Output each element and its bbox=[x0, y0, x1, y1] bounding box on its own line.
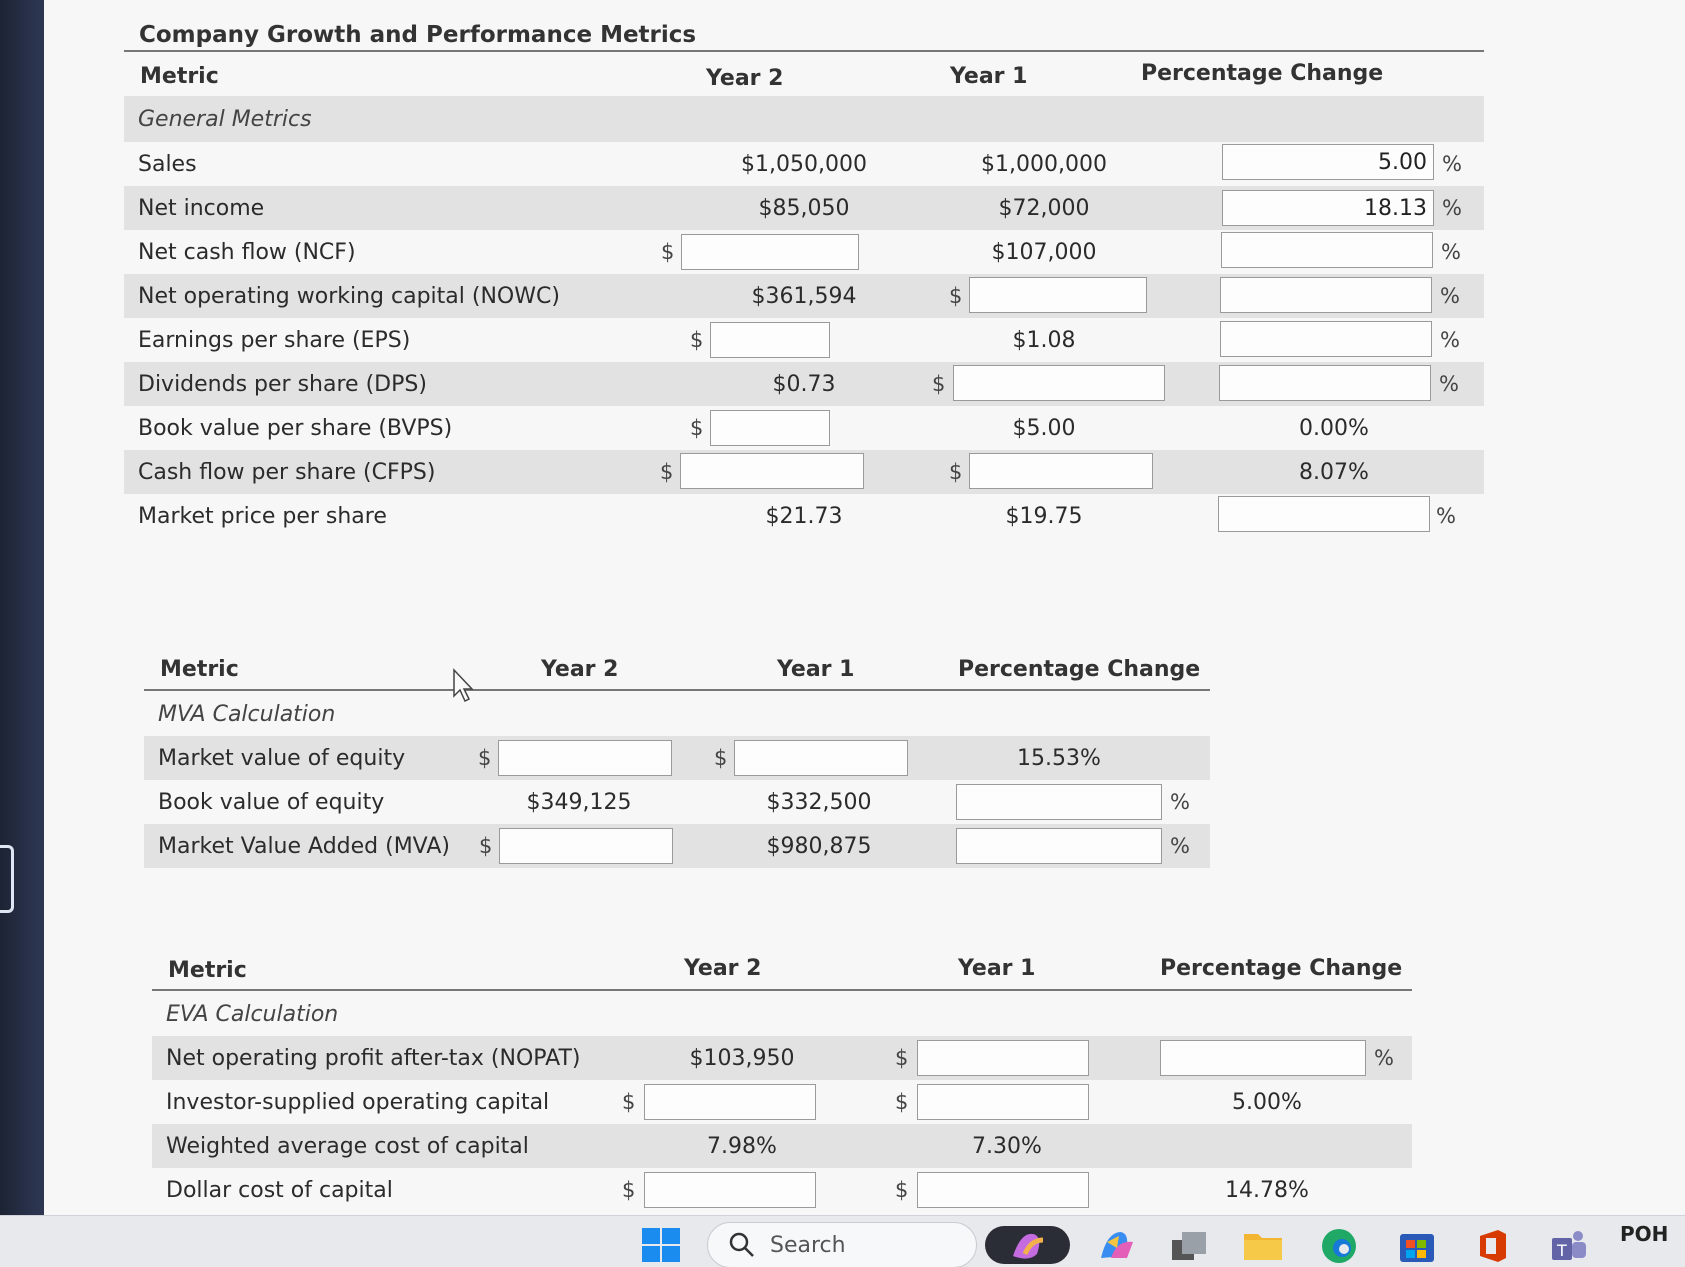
percent-sign: % bbox=[1441, 240, 1461, 264]
row-label: Book value per share (BVPS) bbox=[138, 415, 453, 441]
t1-section-row bbox=[124, 96, 1484, 142]
year1-value: $1.08 bbox=[1012, 327, 1076, 353]
table-row bbox=[152, 1168, 1412, 1212]
dollar-sign: $ bbox=[714, 746, 728, 770]
t2-header-metric: Metric bbox=[160, 657, 239, 682]
dollar-sign: $ bbox=[622, 1090, 636, 1114]
dollar-sign: $ bbox=[690, 416, 704, 440]
row-label: Market value of equity bbox=[158, 745, 406, 771]
poh-app-icon[interactable]: POH bbox=[1620, 1222, 1669, 1246]
windows-start-icon[interactable] bbox=[640, 1226, 682, 1264]
year2-value: $103,950 bbox=[689, 1045, 795, 1071]
t1-section-label: General Metrics bbox=[138, 106, 312, 132]
year2-input[interactable] bbox=[644, 1084, 816, 1120]
pct-change-value: 8.07% bbox=[1299, 459, 1369, 485]
year2-value: $361,594 bbox=[751, 283, 857, 309]
pct-change-input[interactable] bbox=[956, 828, 1162, 864]
year2-input[interactable] bbox=[681, 234, 859, 270]
year2-value: $85,050 bbox=[758, 195, 850, 221]
table-row bbox=[124, 406, 1484, 450]
row-label: Book value of equity bbox=[158, 789, 385, 815]
year2-input[interactable] bbox=[499, 828, 673, 864]
pct-change-value: 14.78% bbox=[1225, 1177, 1309, 1203]
year1-input[interactable] bbox=[969, 453, 1153, 489]
row-label: Net income bbox=[138, 195, 265, 221]
dollar-sign: $ bbox=[895, 1178, 909, 1202]
t1-header-metric: Metric bbox=[140, 64, 219, 89]
title-rule bbox=[124, 50, 1484, 52]
pct-change-input[interactable] bbox=[956, 784, 1162, 820]
taskbar bbox=[0, 1215, 1685, 1267]
office-icon[interactable] bbox=[1472, 1226, 1514, 1264]
row-label: Investor-supplied operating capital bbox=[166, 1089, 550, 1115]
mouse-cursor-icon bbox=[452, 668, 476, 704]
year1-value: $1,000,000 bbox=[981, 151, 1107, 177]
year1-input[interactable] bbox=[917, 1040, 1089, 1076]
t2-header-rule bbox=[144, 689, 1210, 691]
year2-value: $0.73 bbox=[772, 371, 836, 397]
pct-change-value: 5.00% bbox=[1232, 1089, 1302, 1115]
dollar-sign: $ bbox=[949, 460, 963, 484]
table-row bbox=[144, 824, 1210, 868]
dollar-sign: $ bbox=[895, 1046, 909, 1070]
table-row bbox=[124, 186, 1484, 230]
percent-sign: % bbox=[1170, 790, 1190, 814]
dollar-sign: $ bbox=[949, 284, 963, 308]
table-row bbox=[124, 230, 1484, 274]
t2-header-year1: Year 1 bbox=[777, 657, 855, 682]
year1-value: $72,000 bbox=[998, 195, 1090, 221]
dollar-sign: $ bbox=[895, 1090, 909, 1114]
percent-sign: % bbox=[1439, 372, 1459, 396]
pct-change-input[interactable] bbox=[1160, 1040, 1366, 1076]
table-row bbox=[144, 736, 1210, 780]
dollar-sign: $ bbox=[690, 328, 704, 352]
percent-sign: % bbox=[1436, 504, 1456, 528]
screen-bezel bbox=[0, 0, 44, 1267]
table-row bbox=[124, 450, 1484, 494]
year1-input[interactable] bbox=[969, 277, 1147, 313]
year1-value: $19.75 bbox=[1005, 503, 1083, 529]
t2-header-year2: Year 2 bbox=[541, 657, 619, 682]
year1-value: $332,500 bbox=[766, 789, 872, 815]
year2-input[interactable] bbox=[644, 1172, 816, 1208]
percent-sign: % bbox=[1442, 152, 1462, 176]
year1-value: $5.00 bbox=[1012, 415, 1076, 441]
t1-header-year1: Year 1 bbox=[950, 64, 1028, 89]
table-row bbox=[124, 362, 1484, 406]
year1-input[interactable] bbox=[917, 1172, 1089, 1208]
percent-sign: % bbox=[1374, 1046, 1394, 1070]
year1-input[interactable] bbox=[953, 365, 1165, 401]
pct-change-input[interactable] bbox=[1222, 144, 1434, 180]
t3-header-metric: Metric bbox=[168, 958, 247, 983]
year2-input[interactable] bbox=[680, 453, 864, 489]
t2-section-row bbox=[144, 692, 1210, 736]
t2-section-label: MVA Calculation bbox=[158, 701, 336, 727]
percent-sign: % bbox=[1440, 328, 1460, 352]
copilot-icon[interactable] bbox=[985, 1226, 1070, 1264]
table-row bbox=[124, 142, 1484, 186]
row-label: Dollar cost of capital bbox=[166, 1177, 393, 1203]
year1-input[interactable] bbox=[734, 740, 908, 776]
svg-text:T: T bbox=[1557, 1241, 1567, 1260]
taskbar-search[interactable] bbox=[707, 1222, 977, 1267]
dollar-sign: $ bbox=[479, 834, 493, 858]
table-row bbox=[152, 1036, 1412, 1080]
search-placeholder: Search bbox=[770, 1232, 846, 1258]
t3-section-label: EVA Calculation bbox=[166, 1001, 339, 1027]
pct-change-input[interactable] bbox=[1219, 365, 1431, 401]
t1-header-year2: Year 2 bbox=[706, 66, 784, 91]
year2-input[interactable] bbox=[710, 322, 830, 358]
pct-change-input[interactable] bbox=[1218, 496, 1430, 532]
percent-sign: % bbox=[1440, 284, 1460, 308]
dollar-sign: $ bbox=[661, 240, 675, 264]
year2-value: $21.73 bbox=[765, 503, 843, 529]
pct-change-value: 0.00% bbox=[1299, 415, 1369, 441]
year1-input[interactable] bbox=[917, 1084, 1089, 1120]
row-label: Cash flow per share (CFPS) bbox=[138, 459, 436, 485]
dollar-sign: $ bbox=[932, 372, 946, 396]
row-label: Weighted average cost of capital bbox=[166, 1133, 529, 1159]
row-label: Net cash flow (NCF) bbox=[138, 239, 356, 265]
table-row bbox=[124, 274, 1484, 318]
copilot-app-icon[interactable] bbox=[1095, 1226, 1137, 1264]
teams-icon[interactable] bbox=[1548, 1226, 1590, 1264]
t3-header-year1: Year 1 bbox=[958, 956, 1036, 981]
row-label: Market Value Added (MVA) bbox=[158, 833, 450, 859]
t3-header-pct: Percentage Change bbox=[1160, 956, 1403, 981]
year2-value: $1,050,000 bbox=[741, 151, 867, 177]
store-icon[interactable] bbox=[1396, 1226, 1438, 1264]
year2-input[interactable] bbox=[498, 740, 672, 776]
year2-value: $349,125 bbox=[526, 789, 632, 815]
table-row bbox=[124, 318, 1484, 362]
row-label: Net operating profit after-tax (NOPAT) bbox=[166, 1045, 581, 1071]
row-label: Sales bbox=[138, 151, 197, 177]
dollar-sign: $ bbox=[478, 746, 492, 770]
table-row bbox=[152, 1124, 1412, 1168]
year2-input[interactable] bbox=[710, 410, 830, 446]
percent-sign: % bbox=[1442, 196, 1462, 220]
pct-change-input[interactable] bbox=[1220, 321, 1432, 357]
pct-change-value: 15.53% bbox=[1017, 745, 1101, 771]
pct-change-input[interactable] bbox=[1221, 232, 1433, 268]
row-label: Net operating working capital (NOWC) bbox=[138, 283, 560, 309]
table-row bbox=[144, 780, 1210, 824]
t3-header-rule bbox=[152, 989, 1412, 991]
table-row bbox=[152, 1080, 1412, 1124]
page-title: Company Growth and Performance Metrics bbox=[139, 22, 697, 48]
year1-value: $980,875 bbox=[766, 833, 872, 859]
dollar-sign: $ bbox=[660, 460, 674, 484]
t1-header-pct: Percentage Change bbox=[1141, 61, 1384, 86]
table-row bbox=[124, 494, 1484, 538]
pct-change-input[interactable] bbox=[1222, 190, 1434, 226]
pct-change-input[interactable] bbox=[1220, 277, 1432, 313]
row-label: Market price per share bbox=[138, 503, 387, 529]
row-label: Earnings per share (EPS) bbox=[138, 327, 411, 353]
worksheet-page bbox=[44, 0, 1685, 1215]
task-view-icon[interactable] bbox=[1168, 1226, 1210, 1264]
year1-value: $107,000 bbox=[991, 239, 1097, 265]
t2-header-pct: Percentage Change bbox=[958, 657, 1201, 682]
search-icon bbox=[728, 1231, 756, 1259]
year1-value: 7.30% bbox=[972, 1133, 1042, 1159]
t3-section-row bbox=[152, 992, 1412, 1036]
pct-change-value bbox=[1152, 1124, 1382, 1168]
percent-sign: % bbox=[1170, 834, 1190, 858]
row-label: Dividends per share (DPS) bbox=[138, 371, 427, 397]
dollar-sign: $ bbox=[622, 1178, 636, 1202]
file-explorer-icon[interactable] bbox=[1242, 1226, 1284, 1264]
year2-value: 7.98% bbox=[707, 1133, 777, 1159]
bezel-mark bbox=[0, 845, 14, 913]
t3-header-year2: Year 2 bbox=[684, 956, 762, 981]
edge-icon[interactable] bbox=[1318, 1226, 1360, 1264]
